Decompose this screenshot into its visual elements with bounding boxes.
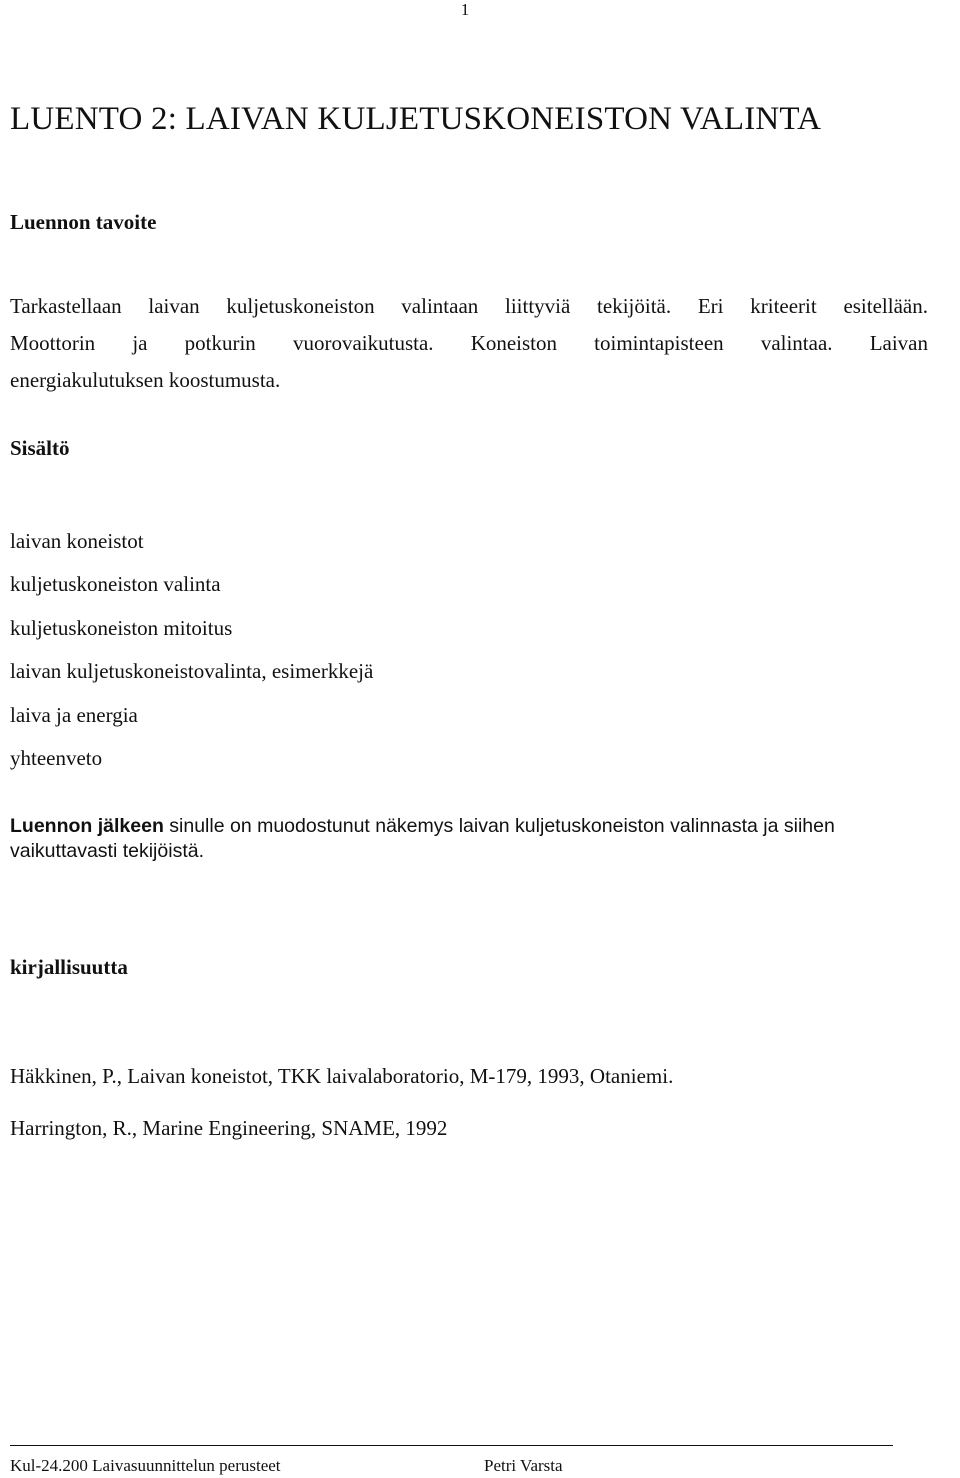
learning-outcome-lead: Luennon jälkeen <box>10 815 164 837</box>
literature-item: Harrington, R., Marine Engineering, SNAME, 1992 <box>10 1116 448 1140</box>
goal-line: energiakulutuksen koostumusta. <box>10 368 281 392</box>
footer-author: Petri Varsta <box>484 1456 563 1475</box>
footer-course: Kul-24.200 Laivasuunnittelun perusteet <box>10 1456 281 1475</box>
content-list <box>10 520 373 780</box>
learning-outcome-text: sinulle on muodostunut näkemys laivan kuljetuskoneiston valinnasta ja siihen vaikuttavasti tekijöistä. <box>10 815 835 862</box>
document-title: LUENTO 2: LAIVAN KULJETUSKONEISTON VALINTA <box>10 101 822 137</box>
goal-line: Tarkastellaan laivan kuljetuskoneiston valintaan liittyviä tekijöitä. Eri kriteerit esitellään. <box>10 294 928 318</box>
literature-heading: kirjallisuutta <box>10 955 128 979</box>
content-heading: Sisältö <box>10 436 70 460</box>
goal-paragraph <box>10 288 928 399</box>
footer-divider <box>10 1445 893 1446</box>
content-item: laivan kuljetuskoneistovalinta, esimerkkejä <box>10 659 374 684</box>
literature-list <box>10 1050 673 1154</box>
literature-item: Häkkinen, P., Laivan koneistot, TKK laivalaboratorio, M-179, 1993, Otaniemi. <box>10 1064 674 1088</box>
goal-line: Moottorin ja potkurin vuorovaikutusta. Koneiston toimintapisteen valintaa. Laivan <box>10 331 928 355</box>
goal-heading: Luennon tavoite <box>10 210 157 234</box>
learning-outcome <box>10 814 940 864</box>
content-item: laiva ja energia <box>10 702 138 727</box>
content-item: laivan koneistot <box>10 529 144 553</box>
content-item: yhteenveto <box>10 746 103 771</box>
content-item: kuljetuskoneiston valinta <box>10 572 221 597</box>
content-item: kuljetuskoneiston mitoitus <box>10 615 233 640</box>
page-number: 1 <box>460 0 470 19</box>
